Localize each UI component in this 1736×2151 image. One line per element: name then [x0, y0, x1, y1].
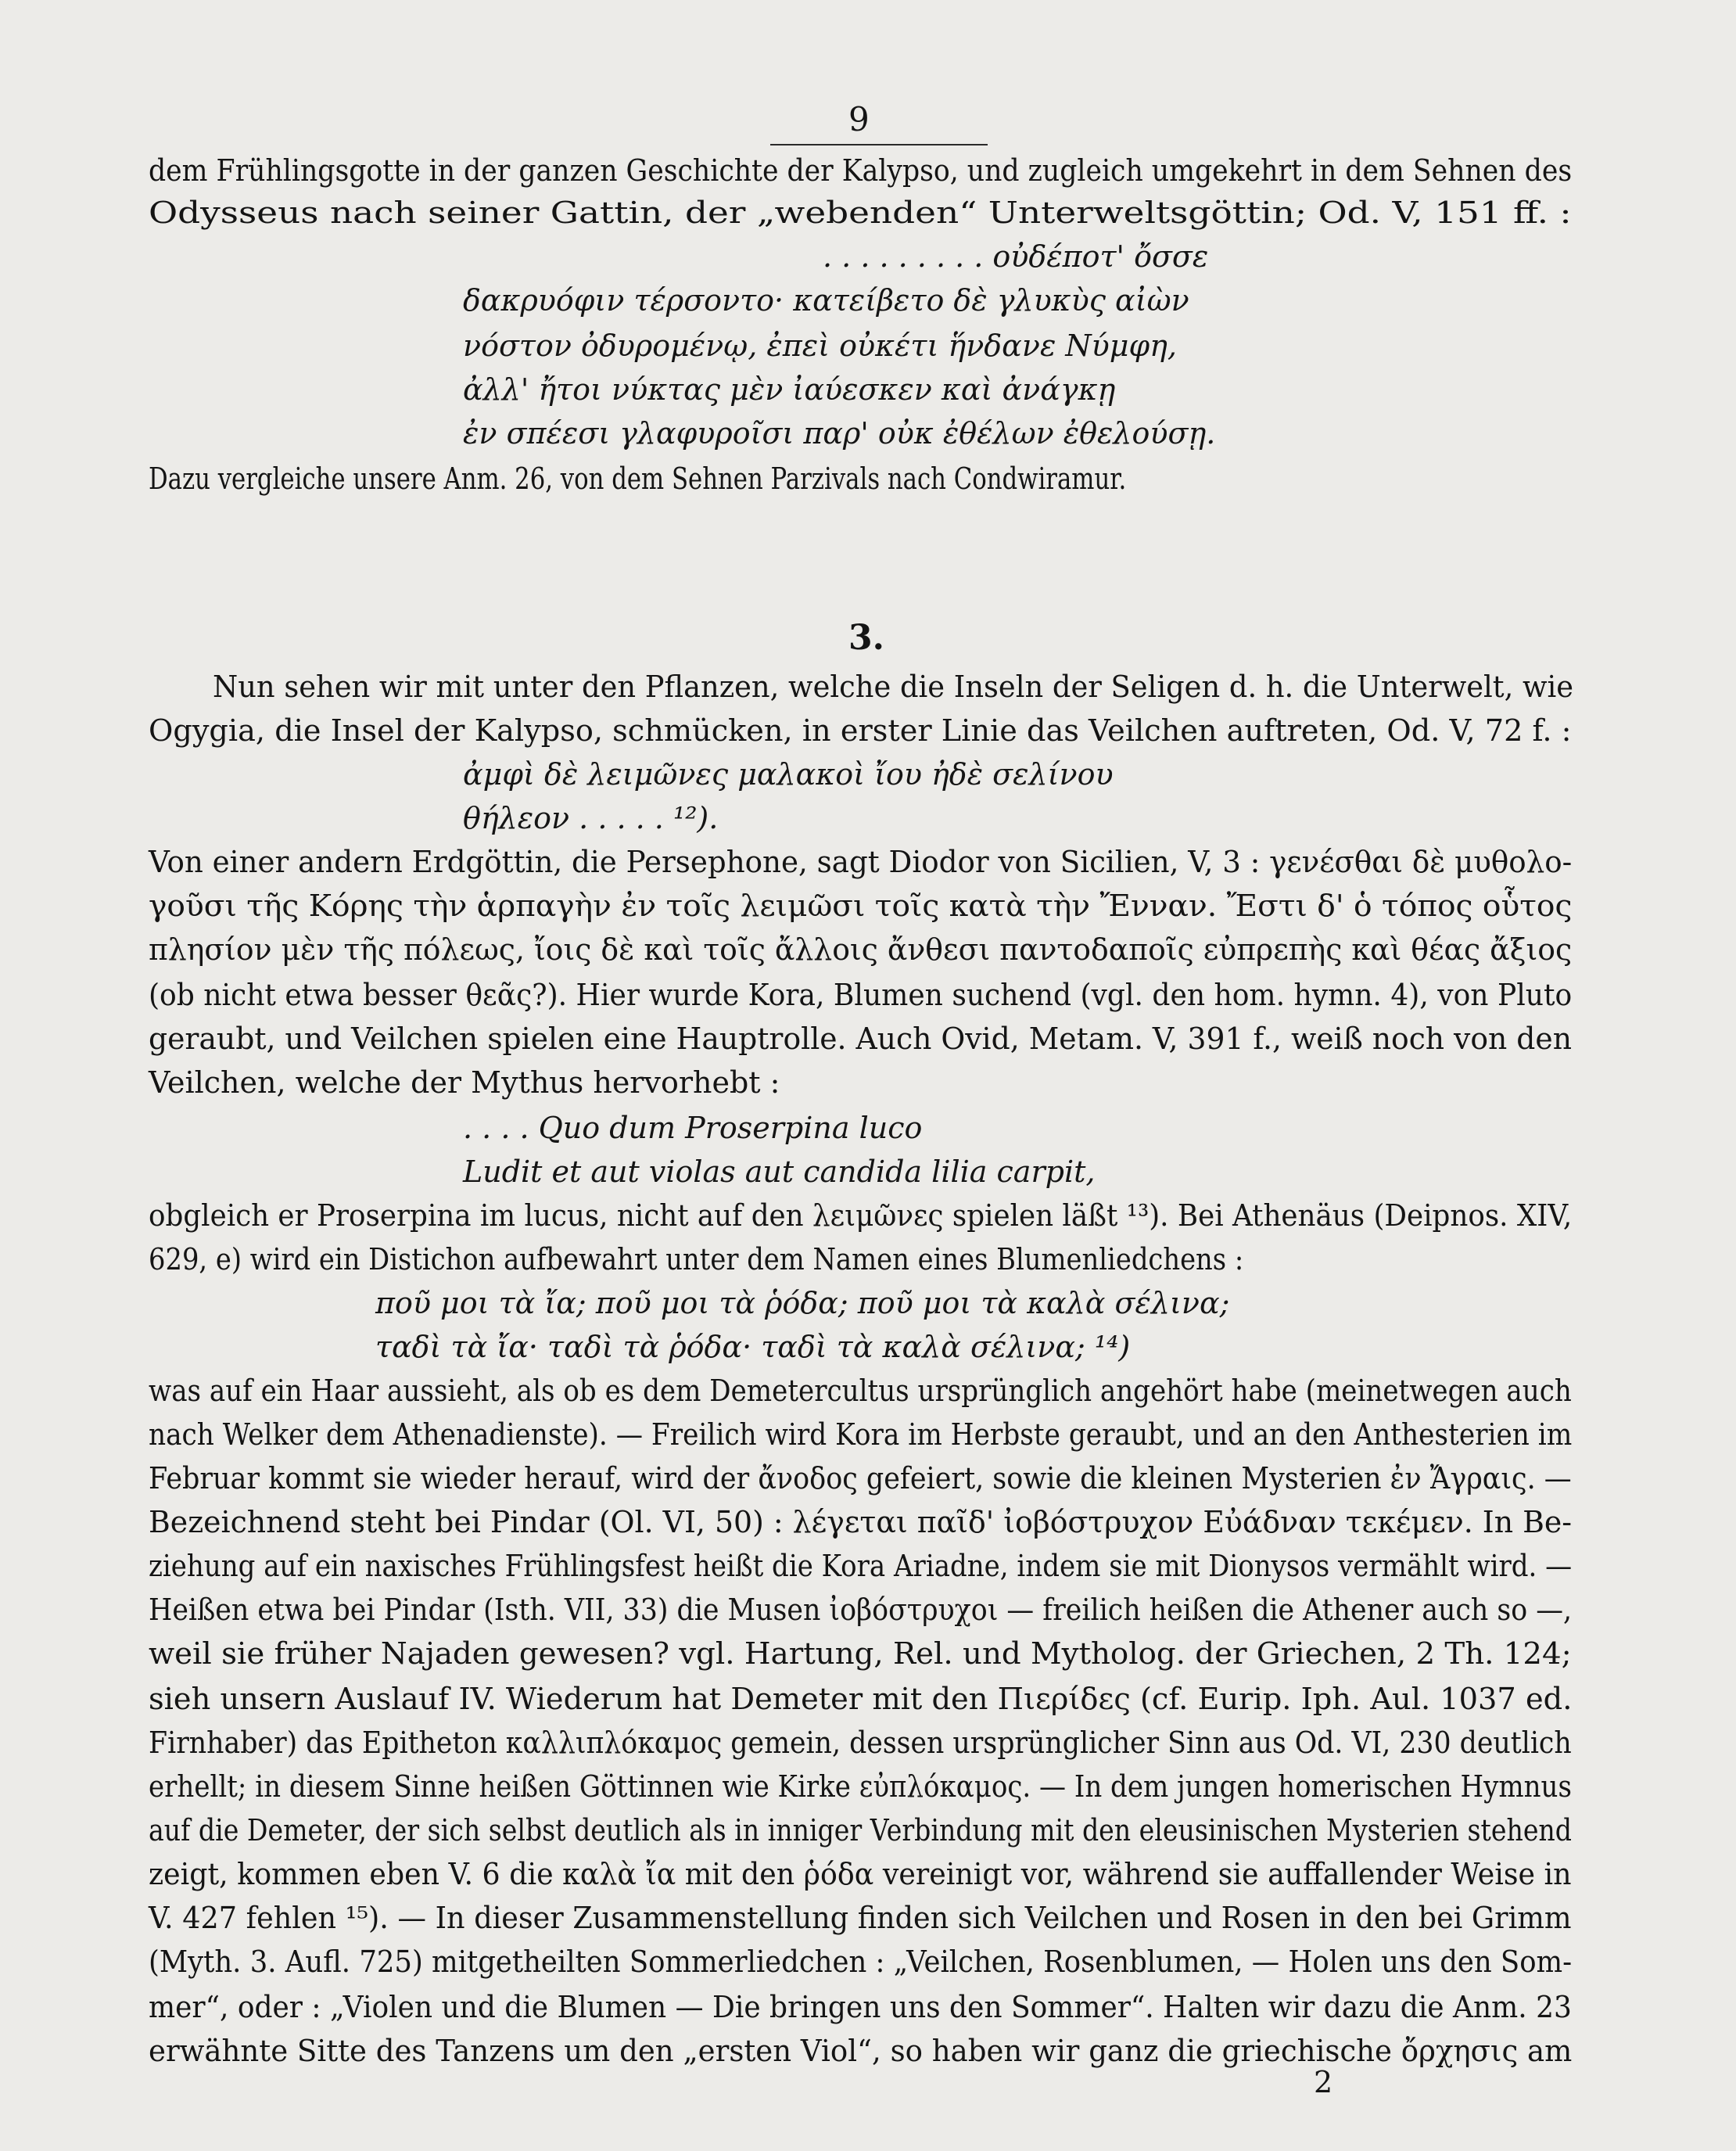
text-line: Nun sehen wir mit unter den Pflanzen, welche die Inseln der Seligen d. h. die Unterwelt, wie — [213, 670, 1574, 704]
text-line: Ogygia, die Insel der Kalypso, schmücken, in erster Linie das Veilchen auftreten, Od. V, 72 f. : — [149, 713, 1572, 748]
text-line: zeigt, kommen eben V. 6 die καλὰ ἴα mit den ῥόδα vereinigt vor, während sie auffallender Weise in — [149, 1857, 1572, 1891]
text-line: θήλεον . . . . . ¹²). — [463, 801, 719, 835]
text-line: Dazu vergleiche unsere Anm. 26, von dem Sehnen Parzivals nach Condwiramur. — [149, 461, 1127, 496]
text-line: ἀλλ' ἤτοι νύκτας μὲν ἰαύεσκεν καὶ ἀνάγκῃ — [463, 372, 1116, 407]
text-line: Von einer andern Erdgöttin, die Persephone, sagt Diodor von Sicilien, V, 3 : γενέσθαι δὲ μυθολο- — [149, 845, 1573, 879]
text-line: νόστον ὀδυρομένῳ, ἐπεὶ οὐκέτι ἥνδανε Νύμφη, — [463, 329, 1177, 363]
text-line: was auf ein Haar aussieht, als ob es dem Demetercultus ursprünglich angehört habe (meinetwegen auch — [149, 1374, 1572, 1408]
text-line: auf die Demeter, der sich selbst deutlich als in inniger Verbindung mit den eleusinischen Mysterien stehend — [149, 1813, 1573, 1848]
text-line: sieh unsern Auslauf IV. Wiederum hat Demeter mit den Πιερίδες (cf. Eurip. Iph. Aul. 1037 ed. — [149, 1682, 1573, 1716]
text-line: Odysseus nach seiner Gattin, der „webenden“ Unterweltsgöttin; Od. V, 151 ff. : — [149, 196, 1572, 230]
text-line: mer“, oder : „Violen und die Blumen — Die bringen uns den Sommer“. Halten wir dazu die Anm. 23 — [149, 1990, 1572, 2024]
text-line: Ludit et aut violas aut candida lilia carpit, — [463, 1155, 1096, 1189]
text-line: (Myth. 3. Aufl. 725) mitgetheilten Sommerliedchen : „Veilchen, Rosenblumen, — Holen uns den Som- — [149, 1945, 1573, 1979]
text-line: Bezeichnend steht bei Pindar (Ol. VI, 50) : λέγεται παῖδ' ἰοβόστρυχον Εὐάδναν τεκέμεν. In Be- — [149, 1505, 1573, 1539]
text-line: erhellt; in diesem Sinne heißen Göttinnen wie Kirke εὐπλόκαμος. — In dem jungen homerischen Hymnus — [149, 1769, 1572, 1804]
text-line: γοῦσι τῆς Κόρης τὴν ἁρπαγὴν ἐν τοῖς λειμῶσι τοῖς κατὰ τὴν Ἔνναν. Ἔστι δ' ὁ τόπος οὗτος — [149, 889, 1573, 923]
text-line: Firnhaber) das Epitheton καλλιπλόκαμος gemein, dessen ursprünglicher Sinn aus Od. VI, 230 deutlich — [149, 1725, 1572, 1760]
text-line: ziehung auf ein naxisches Frühlingsfest heißt die Kora Ariadne, indem sie mit Dionysos vermählt wird. — — [149, 1549, 1573, 1583]
text-line: ἀμφὶ δὲ λειμῶνες μαλακοὶ ἴου ἠδὲ σελίνου — [463, 757, 1114, 792]
text-line: dem Frühlingsgotte in der ganzen Geschichte der Kalypso, und zugleich umgekehrt in dem Sehnen des — [149, 153, 1573, 188]
text-line: obgleich er Proserpina im lucus, nicht auf den λειμῶνες spielen läßt ¹³). Bei Athenäus (Deipnos. XIV, — [149, 1198, 1573, 1233]
text-line: ποῦ μοι τὰ ἴα; ποῦ μοι τὰ ῥόδα; ποῦ μοι τὰ καλὰ σέλινα; — [375, 1286, 1230, 1320]
text-line: ἐν σπέεσι γλαφυροῖσι παρ' οὐκ ἐθέλων ἐθελούσῃ. — [463, 416, 1216, 451]
text-line: . . . . Quo dum Proserpina luco — [463, 1111, 923, 1145]
signature-mark: 2 — [1314, 2065, 1333, 2099]
header-rule — [770, 144, 988, 145]
section-number: 3. — [848, 618, 884, 658]
text-line: Veilchen, welche der Mythus hervorhebt : — [149, 1065, 780, 1100]
text-line: (ob nicht etwa besser θεᾶς?). Hier wurde Kora, Blumen suchend (vgl. den hom. hymn. 4), von Pluto — [149, 978, 1573, 1012]
text-line: Heißen etwa bei Pindar (Isth. VII, 33) die Musen ἰοβόστρυχοι — freilich heißen die Athener auch so —, — [149, 1593, 1573, 1627]
text-line: ταδὶ τὰ ἴα· ταδὶ τὰ ῥόδα· ταδὶ τὰ καλὰ σέλινα; ¹⁴) — [375, 1330, 1131, 1364]
page-number: 9 — [848, 100, 870, 138]
text-line: geraubt, und Veilchen spielen eine Hauptrolle. Auch Ovid, Metam. V, 391 f., weiß noch von den — [149, 1022, 1573, 1056]
text-line: πλησίον μὲν τῆς πόλεως, ἴοις δὲ καὶ τοῖς ἄλλοις ἄνθεσι παντοδαποῖς εὐπρεπὴς καὶ θέας ἄξιος — [149, 932, 1573, 967]
text-line: 629, e) wird ein Distichon aufbewahrt unter dem Namen eines Blumenliedchens : — [149, 1242, 1244, 1277]
text-line: Februar kommt sie wieder herauf, wird der ἄνοδος gefeiert, sowie die kleinen Mysterien ἐν Ἄγραις. — — [149, 1461, 1572, 1496]
text-line: . . . . . . . . . οὐδέποτ' ὄσσε — [823, 239, 1209, 274]
text-line: weil sie früher Najaden gewesen? vgl. Hartung, Rel. und Mytholog. der Griechen, 2 Th. 124; — [149, 1636, 1572, 1671]
text-line: V. 427 fehlen ¹⁵). — In dieser Zusammenstellung finden sich Veilchen und Rosen in den bei Grimm — [149, 1901, 1572, 1935]
text-line: erwähnte Sitte des Tanzens um den „ersten Viol“, so haben wir ganz die griechische ὄρχησις am — [149, 2034, 1573, 2068]
text-line: nach Welker dem Athenadienste). — Freilich wird Kora im Herbste geraubt, und an den Anthesterien im — [149, 1417, 1573, 1452]
text-line: δακρυόφιν τέρσοντο· κατείβετο δὲ γλυκὺς αἰὼν — [463, 283, 1189, 318]
